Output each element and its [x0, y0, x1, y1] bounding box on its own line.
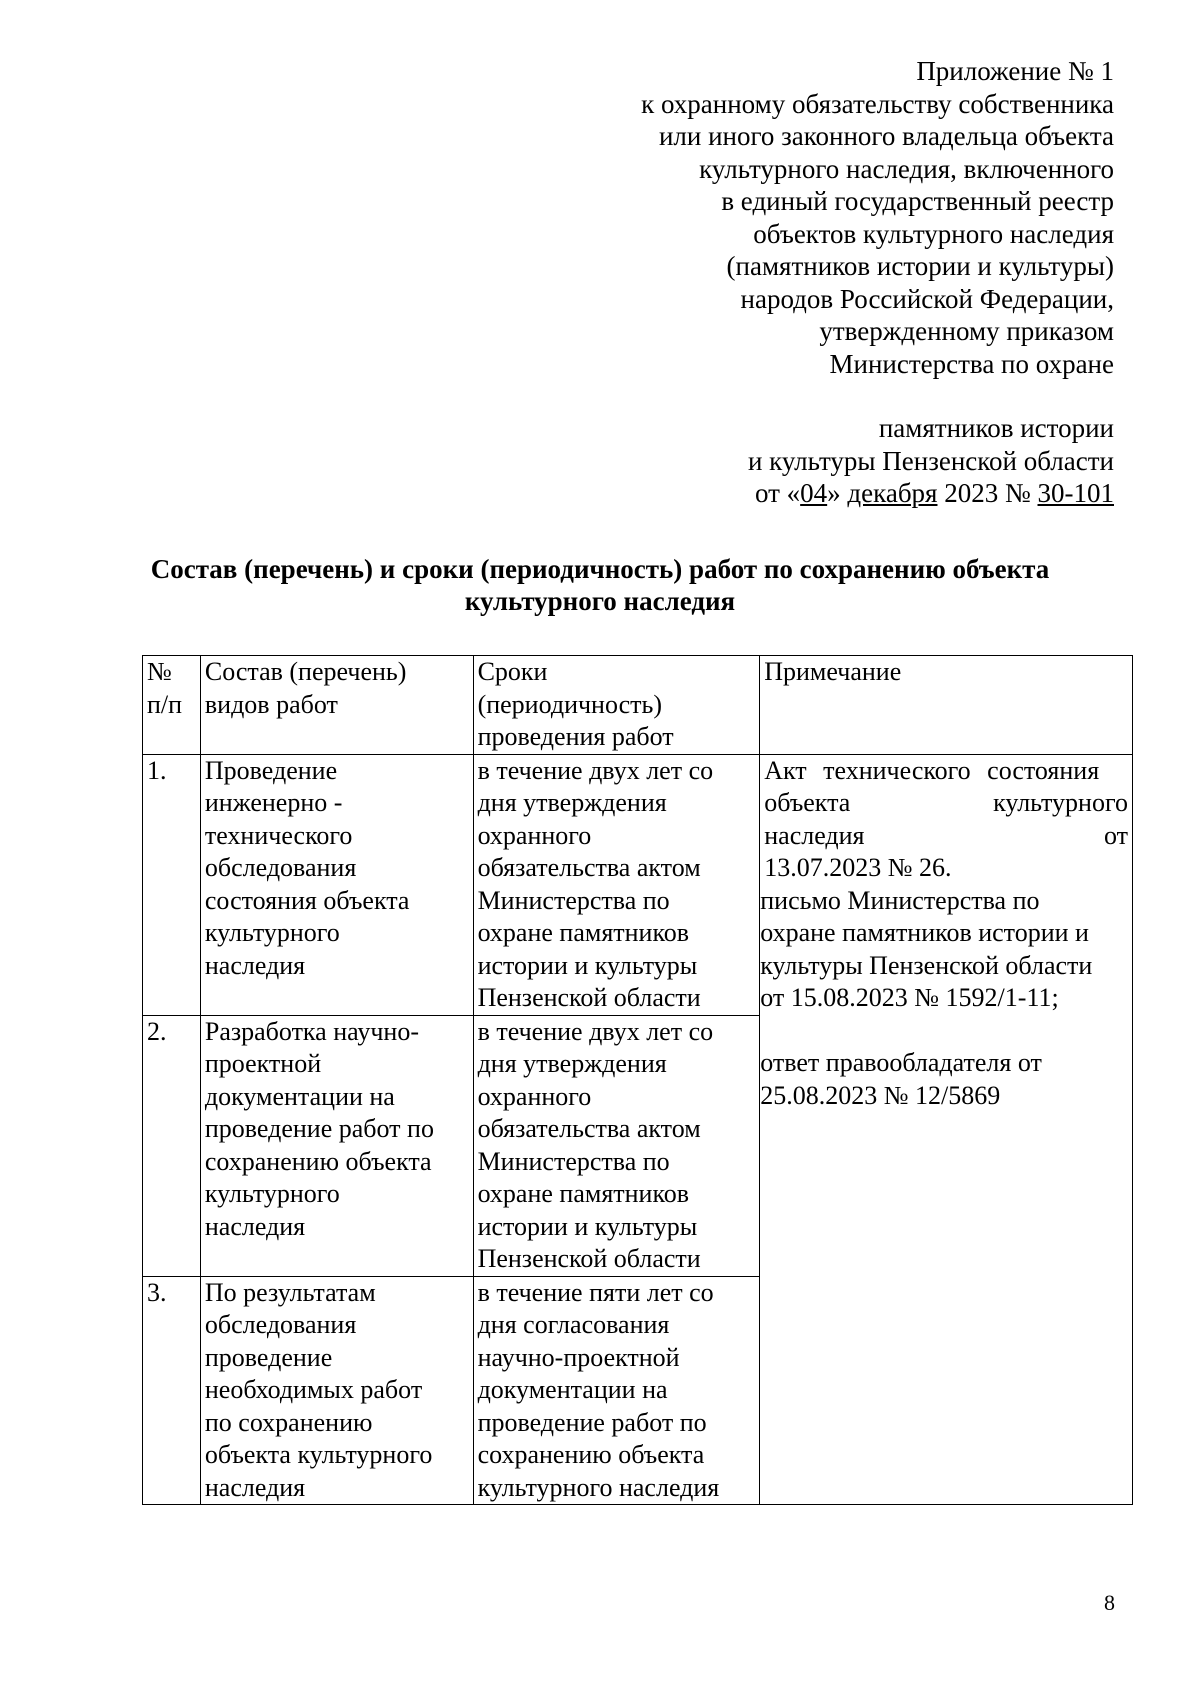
order-reference — [474, 477, 1114, 510]
header-text: № — [147, 657, 172, 686]
note-text: ответ правообладателя от — [760, 1048, 1042, 1077]
header-line: культурного наследия, включенного — [699, 153, 1114, 184]
order-mid1: » — [827, 478, 848, 508]
header-line: Министерства по охране — [829, 348, 1114, 379]
cell-text: необходимых работ — [204, 1375, 423, 1404]
note-text: наследия от — [764, 820, 1128, 850]
header-line: или иного законного владельца объекта — [658, 121, 1114, 151]
cell-text: культурного — [204, 918, 340, 947]
header-line: в единый государственный реестр — [721, 186, 1114, 216]
cell-text: обследования — [204, 853, 357, 882]
cell-text: научно-проектной — [477, 1342, 680, 1372]
header-text: Состав (перечень) — [204, 657, 407, 686]
header-text: Примечание — [764, 657, 902, 686]
works-cell — [200, 754, 473, 1015]
header-text: проведения работ — [477, 722, 674, 751]
header-cell-number — [143, 656, 201, 755]
cell-text: инженерно - — [204, 788, 343, 817]
cell-text: дня согласования — [477, 1310, 670, 1339]
cell-text: дня утверждения — [477, 1049, 667, 1078]
cell-text: охране памятников — [477, 918, 690, 947]
cell-text: сохранению объекта — [204, 1146, 432, 1176]
cell-text: обязательства актом — [477, 853, 701, 882]
works-cell — [200, 1015, 473, 1276]
cell-text: по сохранению — [204, 1407, 373, 1437]
cell-text: состояния объекта — [204, 885, 410, 915]
header-text: видов работ — [204, 689, 338, 719]
cell-text: документации на — [204, 1081, 395, 1111]
header-text: Сроки — [477, 657, 548, 686]
header-cell-terms — [473, 656, 760, 755]
cell-text: культурного — [204, 1179, 340, 1208]
note-text: от 15.08.2023 № 1592/1-11; — [760, 983, 1059, 1012]
cell-text: проектной — [204, 1049, 322, 1078]
header-line: объектов культурного наследия — [753, 218, 1114, 249]
row-number: 1. — [143, 754, 201, 1015]
header-line: к охранному обязательству собственника — [641, 88, 1114, 119]
note-text: культуры Пензенской области — [760, 950, 1093, 980]
cell-text: Пензенской области — [477, 1244, 701, 1273]
terms-cell — [473, 754, 760, 1015]
works-table — [142, 655, 1133, 1505]
terms-cell — [473, 1015, 760, 1276]
works-cell — [200, 1276, 473, 1505]
row-number: 3. — [143, 1276, 201, 1505]
header-line: утвержденному приказом — [819, 316, 1114, 346]
header-line: и культуры Пензенской области — [747, 445, 1114, 476]
cell-text: проведение — [204, 1342, 333, 1372]
note-text: Акт технического состояния — [764, 755, 1100, 785]
document-title — [130, 553, 1070, 617]
cell-text: обязательства актом — [477, 1114, 701, 1143]
cell-text: охранного — [477, 820, 592, 850]
note-text: охране памятников истории и — [760, 918, 1089, 947]
cell-text: охране памятников — [477, 1179, 690, 1208]
cell-text: в течение двух лет со — [477, 1016, 714, 1046]
cell-text: По результатам — [204, 1277, 376, 1307]
cell-text: проведение работ по — [204, 1114, 434, 1143]
order-mid2: 2023 № — [937, 478, 1038, 508]
cell-text: сохранению объекта — [477, 1440, 705, 1469]
header-line: Приложение № 1 — [916, 56, 1114, 86]
cell-text: охранного — [477, 1081, 592, 1111]
page-number: 8 — [1104, 1590, 1115, 1615]
header-line: памятников истории — [878, 413, 1114, 443]
cell-text: технического — [204, 820, 353, 850]
row-number: 2. — [143, 1015, 201, 1276]
header-line: народов Российской Федерации, — [740, 283, 1114, 314]
cell-text: проведение работ по — [477, 1407, 707, 1437]
header-line: (памятников истории и культуры) — [726, 251, 1114, 281]
title-line: Состав (перечень) и сроки (периодичность) работ по сохранению объекта — [150, 554, 1050, 584]
cell-text: Министерства по — [477, 885, 670, 915]
order-number: 30-101 — [1037, 478, 1114, 508]
header-text: п/п — [147, 689, 183, 719]
cell-text: Проведение — [204, 755, 338, 785]
cell-text: истории и культуры — [477, 1211, 698, 1241]
header-cell-works — [200, 656, 473, 755]
cell-text: культурного наследия — [477, 1472, 720, 1502]
terms-cell — [473, 1276, 760, 1505]
cell-text: наследия — [204, 950, 306, 980]
note-text: 25.08.2023 № 12/5869 — [760, 1080, 1001, 1110]
note-text: письмо Министерства по — [760, 885, 1040, 915]
cell-text: Министерства по — [477, 1146, 670, 1176]
cell-text: наследия — [204, 1211, 306, 1241]
cell-text: в течение пяти лет со — [477, 1277, 714, 1307]
title-line: культурного наследия — [464, 586, 736, 616]
order-month: декабря — [847, 478, 938, 508]
cell-text: Разработка научно- — [204, 1016, 419, 1046]
cell-text: дня утверждения — [477, 788, 667, 817]
header-cell-note — [760, 656, 1133, 755]
cell-text: истории и культуры — [477, 950, 698, 980]
note-cell — [760, 754, 1133, 1505]
order-prefix: от « — [754, 478, 801, 508]
table-header-row — [143, 656, 1133, 755]
cell-text: Пензенской области — [477, 983, 701, 1012]
table-row — [143, 754, 1133, 1015]
cell-text: документации на — [477, 1375, 668, 1404]
cell-text: наследия — [204, 1472, 306, 1502]
cell-text: объекта культурного — [204, 1440, 433, 1469]
header-text: (периодичность) — [477, 689, 663, 719]
cell-text: обследования — [204, 1310, 357, 1339]
appendix-header — [474, 55, 1114, 510]
note-text: объекта культурного — [764, 788, 1128, 817]
order-day: 04 — [800, 478, 828, 508]
note-text: 13.07.2023 № 26. — [764, 853, 952, 882]
cell-text: в течение двух лет со — [477, 755, 714, 785]
